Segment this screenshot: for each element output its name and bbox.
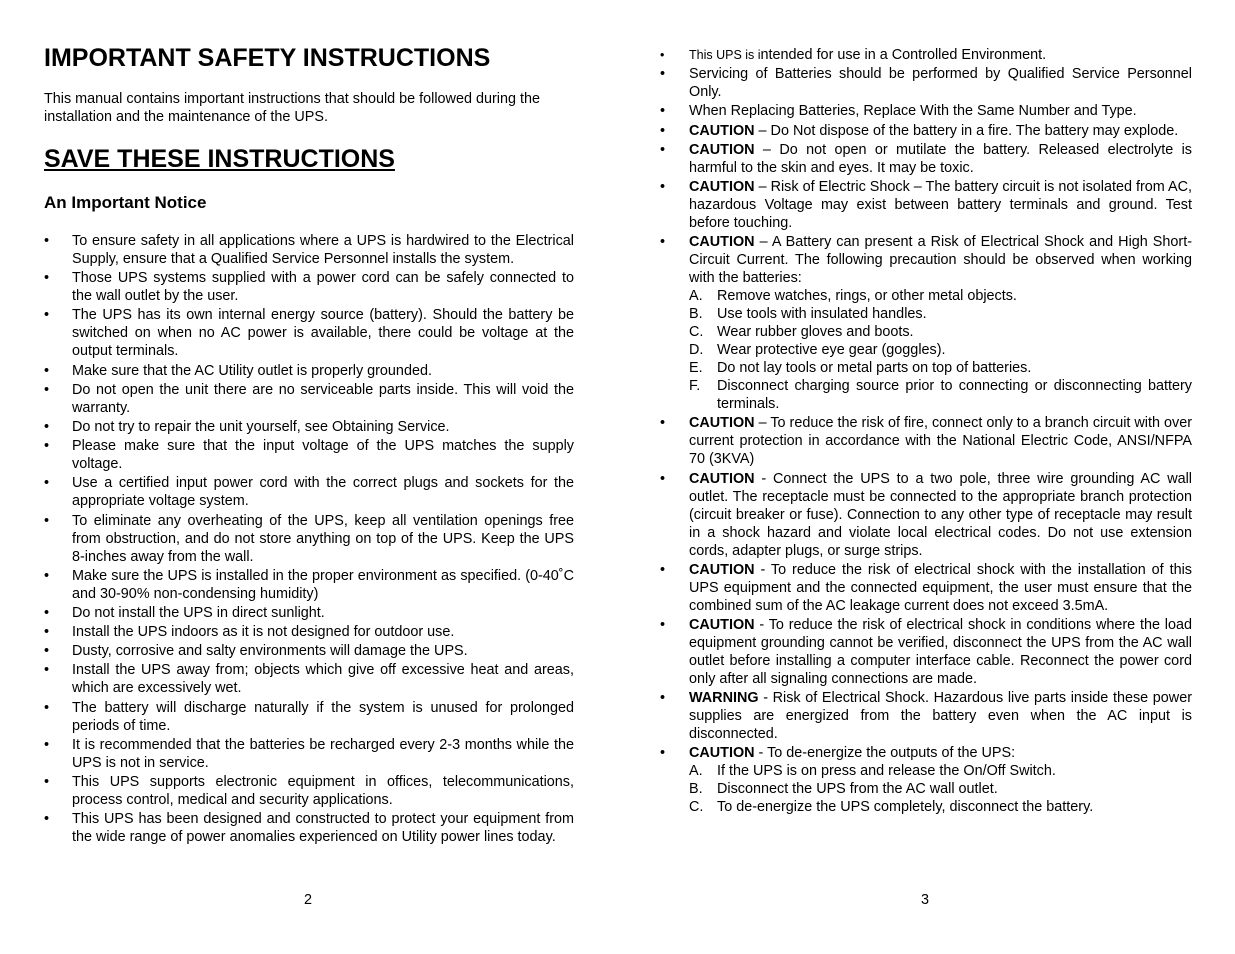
list-item: • The UPS has its own internal energy source (battery). Should the battery be switched on when no AC power is available, there could be voltage at the output terminals. [44, 306, 574, 360]
list-item-small-text: This UPS is i [689, 48, 761, 62]
sub-list-letter: B. [689, 306, 703, 323]
list-item-text: Servicing of Batteries should be performed by Qualified Service Personnel Only. [689, 66, 1192, 101]
list-item: • Install the UPS away from; objects which give off excessive heat and areas, which are excessively wet. [44, 661, 574, 697]
notice-bullet-list [44, 232, 574, 847]
list-item: • Those UPS systems supplied with a power cord can be safely connected to the wall outlet by the user. [44, 269, 574, 305]
caution-label: CAUTION [689, 745, 755, 762]
sub-list-letter: E. [689, 360, 703, 377]
list-item-text: – To reduce the risk of fire, connect only to a branch circuit with over current protection in accordance with the National Electric Code, ANSI/NFPA 70 (3KVA) [689, 415, 1192, 468]
sub-list-text: Do not lay tools or metal parts on top of batteries. [717, 360, 1032, 377]
sub-list-text: Use tools with insulated handles. [717, 306, 927, 323]
list-item: • Dusty, corrosive and salty environments will damage the UPS. [44, 642, 574, 660]
left-page [44, 0, 574, 954]
list-item [660, 744, 1192, 816]
caution-label: CAUTION [689, 470, 755, 487]
caution-label: CAUTION [689, 561, 755, 578]
list-item: • Make sure that the AC Utility outlet is properly grounded. [44, 362, 574, 380]
list-item-text: – Do not open or mutilate the battery. Released electrolyte is harmful to the skin and eyes. It may be toxic. [689, 141, 1192, 176]
list-item-text: - To reduce the risk of electrical shock in conditions where the load equipment grounding cannot be verified, disconnect the UPS from the AC wall outlet before installing a computer interface cable. Reconnect the power cord only after all signaling connections are made. [689, 616, 1192, 687]
sub-list [689, 287, 1192, 413]
sub-list-item [689, 780, 1192, 798]
list-item: • Install the UPS indoors as it is not designed for outdoor use. [44, 623, 574, 641]
list-item [660, 141, 1192, 177]
caution-label: CAUTION [689, 141, 755, 158]
notice-heading: An Important Notice [44, 193, 207, 212]
sub-list-item [689, 377, 1192, 413]
sub-list-item [689, 359, 1192, 377]
list-item [660, 414, 1192, 468]
list-item [660, 616, 1192, 688]
save-instructions-heading: SAVE THESE INSTRUCTIONS [44, 145, 395, 173]
sub-list-text: To de-energize the UPS completely, disconnect the battery. [717, 799, 1094, 816]
sub-list-text: Wear rubber gloves and boots. [717, 324, 914, 341]
list-item: • It is recommended that the batteries be recharged every 2-3 months while the UPS is not in service. [44, 736, 574, 772]
intro-paragraph: This manual contains important instructions that should be followed during the installation and the maintenance of the UPS. [44, 91, 540, 125]
sub-list-letter: C. [689, 799, 704, 816]
list-item-text: - To de-energize the outputs of the UPS: [754, 745, 1016, 762]
list-item: • This UPS supports electronic equipment in offices, telecommunications, process control, medical and security applications. [44, 773, 574, 809]
sub-list-item [689, 341, 1192, 359]
sub-list-letter: D. [689, 342, 704, 359]
list-item: • Do not try to repair the unit yourself, see Obtaining Service. [44, 418, 574, 436]
list-item: • Please make sure that the input voltage of the UPS matches the supply voltage. [44, 437, 574, 473]
list-item-text: – Do Not dispose of the battery in a fire. The battery may explode. [754, 122, 1179, 139]
list-item-text: - To reduce the risk of electrical shock with the installation of this UPS equipment and the connected equipment, the user must ensure that the combined sum of the AC leakage current does not exceed 3.5mA. [689, 561, 1192, 614]
page-title: IMPORTANT SAFETY INSTRUCTIONS [44, 44, 491, 72]
sub-list-letter: C. [689, 324, 704, 341]
sub-list-text: If the UPS is on press and release the On/Off Switch. [717, 763, 1056, 780]
sub-list-text: Disconnect charging source prior to connecting or disconnecting battery terminals. [717, 378, 1192, 413]
list-item: • The battery will discharge naturally if the system is unused for prolonged periods of time. [44, 699, 574, 735]
sub-list-item [689, 305, 1192, 323]
sub-list-text: Remove watches, rings, or other metal objects. [717, 288, 1017, 305]
sub-list-item [689, 798, 1192, 816]
sub-list [689, 762, 1192, 816]
list-item [660, 65, 1192, 101]
list-item [660, 689, 1192, 743]
sub-list-letter: A. [689, 288, 703, 305]
list-item: • Use a certified input power cord with the correct plugs and sockets for the appropriate voltage system. [44, 474, 574, 510]
sub-list-letter: A. [689, 763, 703, 780]
sub-list-item [689, 323, 1192, 341]
caution-label: CAUTION [689, 234, 755, 251]
list-item [660, 561, 1192, 615]
caution-label: CAUTION [689, 122, 755, 139]
list-item: • This UPS has been designed and constructed to protect your equipment from the wide range of power anomalies experienced on Utility power lines today. [44, 810, 574, 846]
list-item: • To ensure safety in all applications where a UPS is hardwired to the Electrical Supply, ensure that a Qualified Service Personnel installs the system. [44, 232, 574, 268]
list-item-text: – A Battery can present a Risk of Electrical Shock and High Short-Circuit Current. The following precaution should be observed when working with the batteries: [689, 234, 1192, 287]
sub-list-item [689, 762, 1192, 780]
page-number: 3 [921, 892, 930, 908]
sub-list-item [689, 287, 1192, 305]
list-item-text: - Risk of Electrical Shock. Hazardous live parts inside these power supplies are energized from the battery even when the AC input is disconnected. [689, 690, 1192, 743]
list-item [660, 46, 1192, 64]
right-page [660, 0, 1192, 954]
list-item: • Do not install the UPS in direct sunlight. [44, 604, 574, 622]
list-item-text: - Connect the UPS to a two pole, three wire grounding AC wall outlet. The receptacle must be connected to the appropriate branch protection (circuit breaker or fuse). Connection to any other type of receptacle may result in a shock hazard and violate local electrical codes. Do not use extension cords, adapter plugs, or surge strips. [689, 470, 1192, 559]
sub-list-letter: B. [689, 781, 703, 798]
list-item [660, 178, 1192, 232]
caution-label: CAUTION [689, 178, 755, 195]
list-item-text: When Replacing Batteries, Replace With the Same Number and Type. [689, 103, 1137, 120]
list-item [660, 470, 1192, 560]
list-item-text: ntended for use in a Controlled Environment. [760, 47, 1047, 63]
caution-label: WARNING [689, 690, 759, 707]
sub-list-text: Disconnect the UPS from the AC wall outlet. [717, 781, 998, 798]
sub-list-letter: F. [689, 378, 701, 395]
list-item: • Do not open the unit there are no serviceable parts inside. This will void the warranty. [44, 381, 574, 417]
list-item: • Make sure the UPS is installed in the proper environment as specified. (0-40˚C and 30-90% non-condensing humidity) [44, 567, 574, 603]
list-item [660, 233, 1192, 413]
list-item: • To eliminate any overheating of the UPS, keep all ventilation openings free from obstruction, and do not store anything on top of the UPS. Keep the UPS 8-inches away from the wall. [44, 512, 574, 566]
caution-label: CAUTION [689, 616, 755, 633]
caution-label: CAUTION [689, 415, 755, 432]
caution-bullet-list [660, 46, 1192, 817]
list-item [660, 102, 1192, 120]
list-item-text: – Risk of Electric Shock – The battery circuit is not isolated from AC, hazardous Voltage may exist between battery terminals and ground. Test before touching. [689, 178, 1192, 231]
list-item [660, 122, 1192, 140]
sub-list-text: Wear protective eye gear (goggles). [717, 342, 946, 359]
page-number: 2 [304, 892, 313, 908]
